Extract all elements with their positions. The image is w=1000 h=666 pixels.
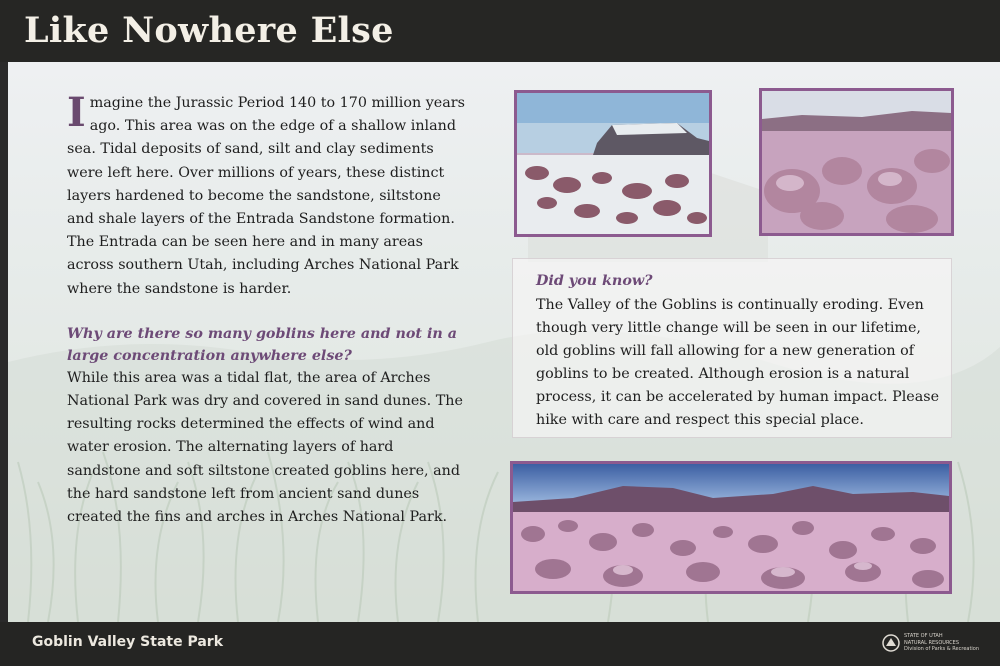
photo-snowy-butte <box>514 90 712 237</box>
did-you-know-box <box>512 258 952 438</box>
did-you-know-heading: Did you know? <box>536 273 653 289</box>
agency-line-2: NATURAL RESOURCES <box>904 639 960 646</box>
main-text-column <box>67 89 467 529</box>
intro-text: magine the Jurassic Period 140 to 170 million years ago. This area was on the edge of a shallow inland sea. Tidal deposits of sand, silt and clay sediments were left here. Over millions of years, these distinct layers hardened to become the sandstone, siltstone and shale layers of the Entrada Sandstone formation. The Entrada can be seen here and in many areas across southern Utah, including Arches National Park where the sandstone is harder. <box>67 95 465 297</box>
goblin-answer-paragraph: While this area was a tidal flat, the area of Arches National Park was dry and covered in sand dunes. The resulting rocks determined the effects of wind and water erosion. The alternating layers of hard sandstone and soft siltstone created goblins here, and the hard sandstone left from ancient sand dunes created the fins and arches in Arches National Park. <box>67 369 463 526</box>
park-name: Goblin Valley State Park <box>32 634 224 650</box>
goblin-question-heading: Why are there so many goblins here and not in a large concentration anywhere else? <box>67 325 458 364</box>
photo-valley-panorama <box>510 461 952 594</box>
utah-dnr-logo-icon <box>882 634 900 652</box>
page-title: Like Nowhere Else <box>24 10 394 51</box>
agency-line-1: STATE OF UTAH <box>904 633 943 639</box>
agency-text <box>904 633 979 653</box>
did-you-know-text: The Valley of the Goblins is continually eroding. Even though very little change will be seen in our lifetime, old goblins will fall allowing for a new generation of goblins to be created. Although erosion is a natural process, it can be accelerated by human impact. Please hike with care and respect this special place. <box>536 297 940 428</box>
agency-logo <box>882 631 992 657</box>
sign-footer <box>0 622 1000 666</box>
agency-line-3: Division of Parks & Recreation <box>904 646 980 652</box>
photo-goblin-closeup <box>759 88 954 236</box>
sign-header <box>0 0 1000 62</box>
drop-cap: I <box>67 89 86 136</box>
intro-paragraph <box>67 89 467 301</box>
